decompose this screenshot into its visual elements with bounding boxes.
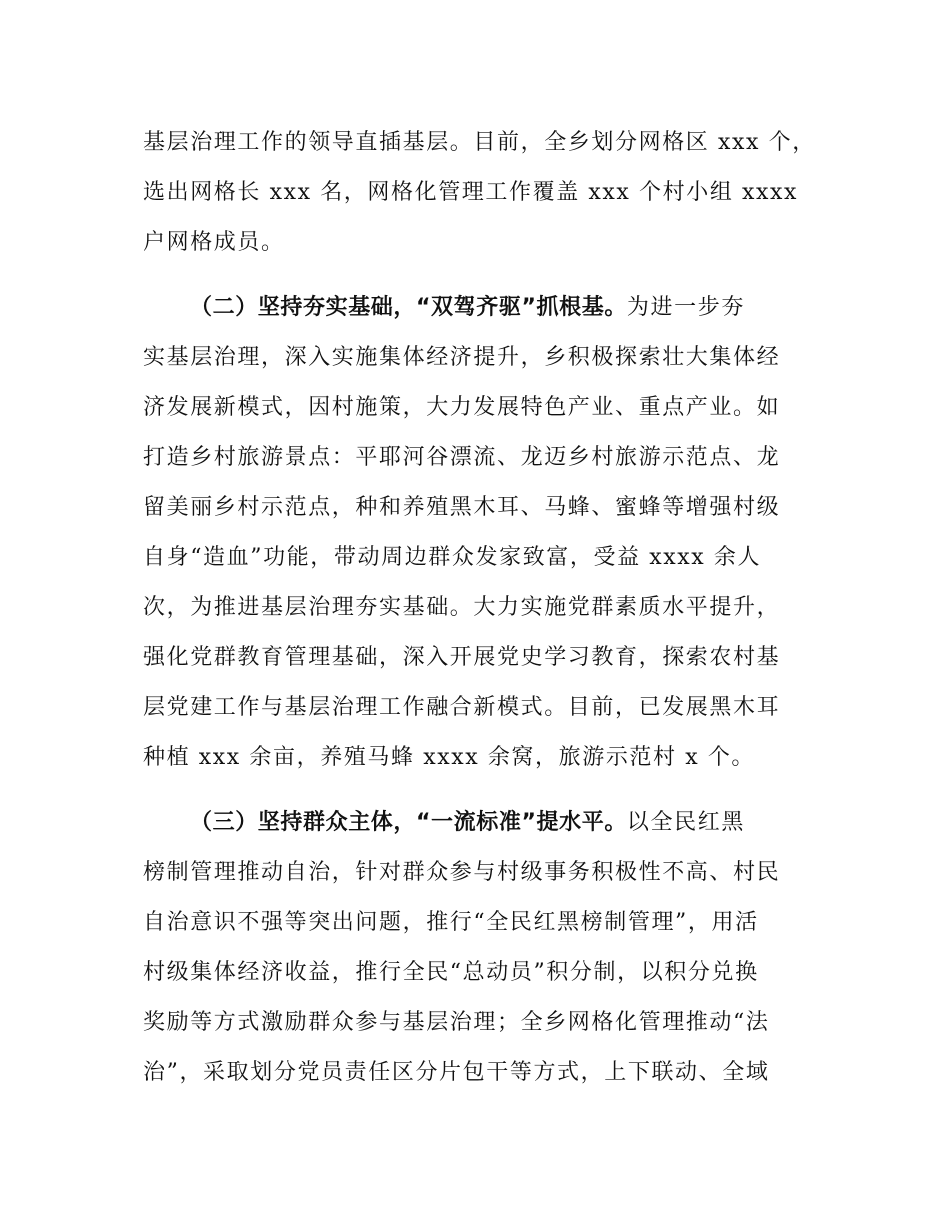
paragraph-2-line: 层党建工作与基层治理工作融合新模式。目前，已发展黑木耳 (143, 695, 781, 720)
paragraph-3-first-line-text: 以全民红黑 (626, 810, 745, 835)
paragraph-1-line-2: 选出网格长 xxx 名，网格化管理工作覆盖 xxx 个村小组 xxxx (143, 180, 799, 205)
section-3-heading: （三）坚持群众主体，“一流标准”提水平。 (190, 810, 627, 835)
paragraph-3-line: 自治意识不强等突出问题，推行“全民红黑榜制管理”，用活 (143, 910, 759, 935)
paragraph-2-line: 实基层治理，深入实施集体经济提升，乡积极探索壮大集体经 (143, 345, 781, 370)
paragraph-1-line-3: 户网格成员。 (143, 230, 285, 255)
paragraph-2-first-line-text: 为进一步夯 (626, 295, 745, 320)
paragraph-1-line-1: 基层治理工作的领导直插基层。目前，全乡划分网格区 xxx 个， (143, 130, 816, 155)
paragraph-2-line: 济发展新模式，因村施策，大力发展特色产业、重点产业。如 (143, 395, 781, 420)
paragraph-3-line: 治”，采取划分党员责任区分片包干等方式，上下联动、全域 (143, 1060, 770, 1085)
paragraph-3-first-line (190, 808, 870, 838)
paragraph-2-line: 自身“造血”功能，带动周边群众发家致富，受益 xxxx 余人 (143, 545, 762, 570)
paragraph-2-line: 留美丽乡村示范点，种和养殖黑木耳、马蜂、蜜蜂等增强村级 (143, 495, 781, 520)
paragraph-2-first-line (190, 293, 870, 323)
paragraph-2-line: 次，为推进基层治理夯实基础。大力实施党群素质水平提升， (143, 595, 781, 620)
section-2-heading: （二）坚持夯实基础，“双驾齐驱”抓根基。 (190, 295, 627, 320)
paragraph-2-line: 强化党群教育管理基础，深入开展党史学习教育，探索农村基 (143, 645, 781, 670)
paragraph-3-line: 村级集体经济收益，推行全民“总动员”积分制，以积分兑换 (143, 960, 759, 985)
paragraph-2-line: 打造乡村旅游景点：平耶河谷漂流、龙迈乡村旅游示范点、龙 (143, 445, 781, 470)
paragraph-3-line: 榜制管理推动自治，针对群众参与村级事务积极性不高、村民 (143, 860, 781, 885)
paragraph-2-line: 种植 xxx 余亩，养殖马蜂 xxxx 余窝，旅游示范村 x 个。 (143, 745, 756, 770)
paragraph-3-line: 奖励等方式激励群众参与基层治理；全乡网格化管理推动“法 (143, 1010, 770, 1035)
